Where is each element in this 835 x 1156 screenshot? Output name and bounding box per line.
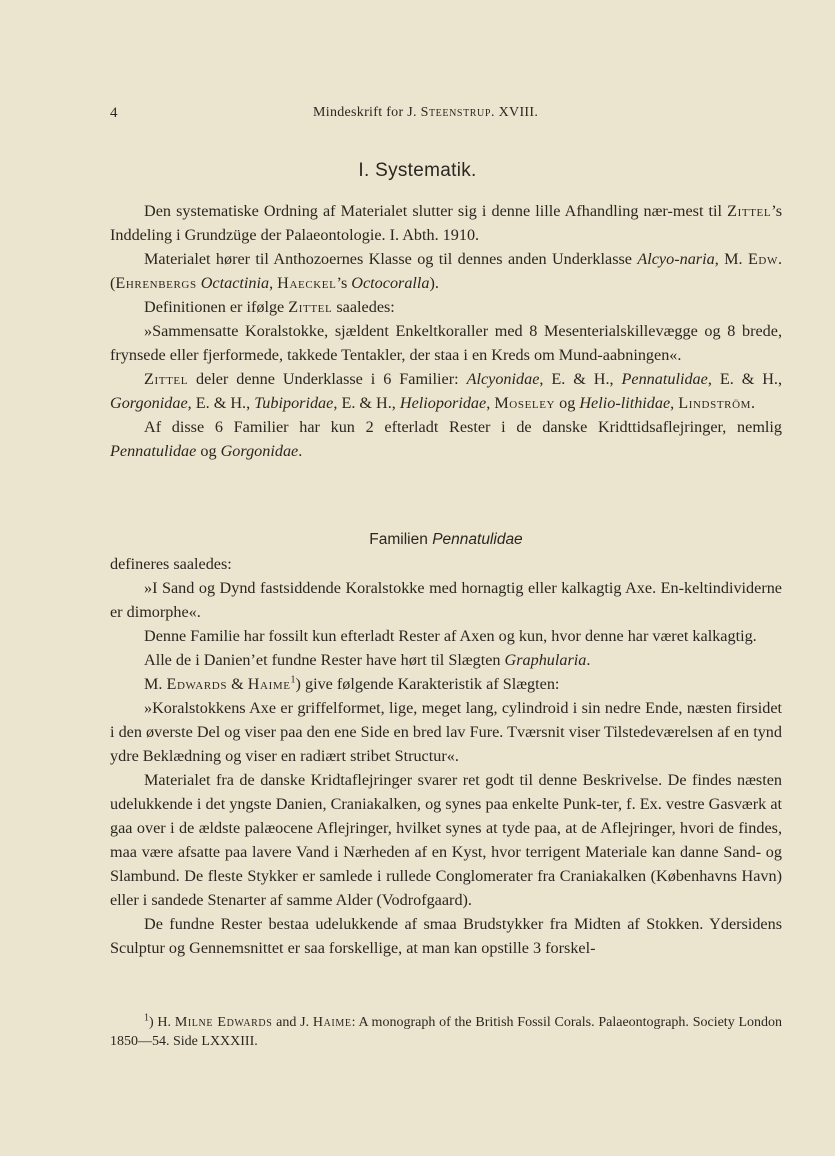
quote-paragraph: »Sammensatte Koralstokke, sjældent Enkeltkoraller med 8 Mesenterialskillevægge og 8 brede, frynsede eller fjerformede, takkede Tentakler, der staa i en Kreds om Mund-aabningen«. (110, 322, 782, 364)
paragraph: Definitionen er ifølge Zittel saaledes: (144, 298, 395, 316)
paragraph: De fundne Rester bestaa udelukkende af smaa Brudstykker fra Midten af Stokken. Ydersidens Sculptur og Gennemsnittet er saa forskellige, at man kan opstille 3 forskel- (110, 915, 782, 957)
page-number: 4 (110, 105, 118, 121)
quote-paragraph: »I Sand og Dynd fastsiddende Koralstokke med hornagtig eller kalkagtig Axe. En-keltindividerne er dimorphe«. (110, 579, 782, 621)
paragraph: Materialet fra de danske Kridtaflejringer svarer ret godt til denne Beskrivelse. De findes næsten udelukkende i det yngste Danien, Craniakalken, og synes paa enkelte Punk-ter, f. Ex. vestre Gasværk at gaa over i de ældste palæocene Aflejringer, hvilket synes at tyde paa, at de Aflejringer, hvori de findes, maa være afsatte paa lavere Vand i Nærheden af en Kyst, hvor terrigent Materiale kan danne Sand- og Slambund. De fleste Stykker er samlede i rullede Conglomerater fra Craniakalken (Københavns Havn) eller i sandede Stenarter af samme Alder (Vodrofgaard). (110, 771, 782, 909)
footnote-ref[interactable]: 1 (290, 674, 296, 686)
paragraph: defineres saaledes: (110, 555, 232, 573)
footnote-marker: 1 (144, 1012, 149, 1024)
paragraph: Materialet hører til Anthozoernes Klasse og til dennes anden Underklasse Alcyo-naria, M. Edw. (Ehrenbergs Octactinia, Haeckel’s Octocoralla). (110, 250, 782, 292)
family-heading: Familien Pennatulidae (369, 531, 523, 548)
section-title: I. Systematik. (358, 160, 477, 181)
paragraph: Af disse 6 Familier har kun 2 efterladt Rester i de danske Kridttidsaflejringer, nemlig Pennatulidae og Gorgonidae. (110, 418, 782, 460)
quote-paragraph: »Koralstokkens Axe er griffelformet, lige, meget lang, cylindroid i sin nedre Ende, næsten firsidet i den øverste Del og viser paa den ene Side en bred lav Fure. Tværsnit viser Tilstedeværelsen af en tynd ydre Beklædning og viser en radiært stribet Structur«. (110, 699, 782, 765)
paragraph: Denne Familie har fossilt kun efterladt Rester af Axen og kun, hvor denne har været kalkagtig. (144, 627, 757, 645)
footnote: $^1$) H. Milne Edwards and J. Haime: A monograph of the British Fossil Corals. Palaeontograph. Society London 1850—54. Side LXXXIII. (110, 1012, 783, 1049)
running-title: Mindeskrift for J. Steenstrup. XVIII. (313, 105, 539, 120)
intro-text (110, 199, 782, 463)
running-head (110, 105, 783, 129)
paragraph: Alle de i Danien’et fundne Rester have hørt til Slægten Graphularia. (144, 651, 591, 669)
paragraph: Zittel deler denne Underklasse i 6 Familier: Alcyonidae, E. & H., Pennatulidae, E. & H., Gorgonidae, E. & H., Tubiporidae, E. & H., Helioporidae, Moseley og Helio-lithidae, Lindström. (110, 370, 783, 412)
paragraph: M. Edwards & Haime$^1$) give følgende Karakteristik af Slægten: (144, 674, 560, 693)
family-section (110, 528, 782, 960)
paragraph: Den systematiske Ordning af Materialet slutter sig i denne lille Afhandling nær-mest til Zittel’s Inddeling i Grundzüge der Palaeontologie. I. Abth. 1910. (110, 202, 782, 244)
